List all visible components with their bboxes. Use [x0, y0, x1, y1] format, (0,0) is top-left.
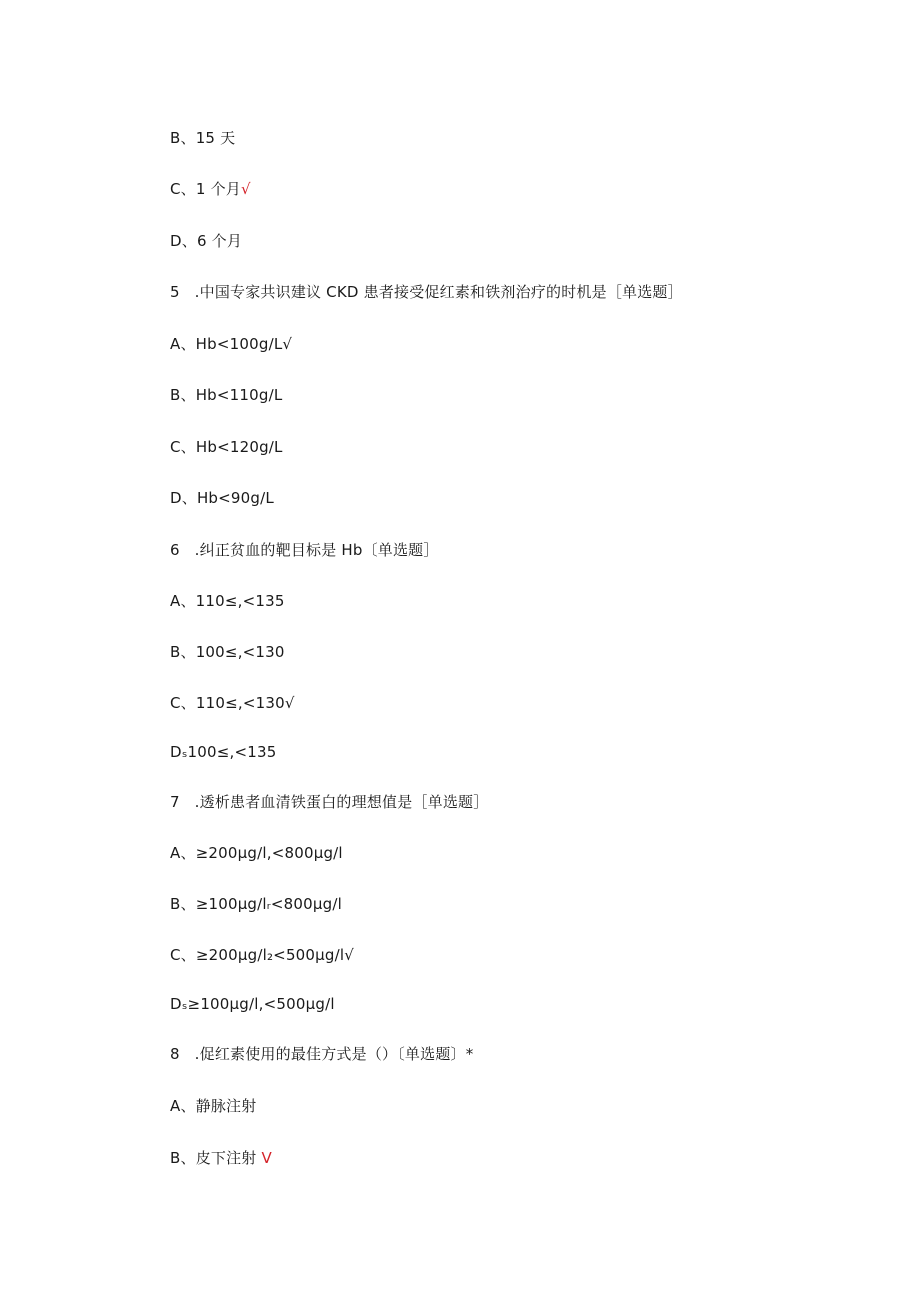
- answer-mark: V: [261, 1149, 272, 1167]
- option-line: B、≥100μg∕lᵣ<800μg∕l: [170, 895, 342, 913]
- answer-mark: √: [241, 180, 251, 198]
- option-line: C、110≤,<130√: [170, 694, 295, 712]
- option-line: A、110≤,<135: [170, 592, 285, 610]
- option-line: D、6 个月: [170, 232, 243, 250]
- option-line: B、15 天: [170, 129, 236, 147]
- option-line: B、100≤,<130: [170, 643, 285, 661]
- option-line: D、Hb<90g∕L: [170, 489, 274, 507]
- option-line: B、Hb<110g∕L: [170, 386, 283, 404]
- question-line: 6 .纠正贫血的靶目标是 Hb〔单选题］: [170, 541, 439, 559]
- question-line: 8 .促红素使用的最佳方式是（）〔单选题〕*: [170, 1045, 474, 1063]
- question-line: 5 .中国专家共识建议 CKD 患者接受促红素和铁剂治疗的时机是［单选题］: [170, 283, 683, 301]
- option-line: A、Hb<100g∕L√: [170, 335, 293, 353]
- option-line: C、Hb<120g∕L: [170, 438, 283, 456]
- question-line: 7 .透析患者血清铁蛋白的理想值是［单选题］: [170, 793, 489, 811]
- option-line: A、静脉注射: [170, 1097, 257, 1115]
- option-line: Dₛ100≤,<135: [170, 743, 277, 761]
- option-line: B、皮下注射 V: [170, 1149, 272, 1167]
- option-line: Dₛ≥100μg∕l,<500μg∕l: [170, 995, 335, 1013]
- option-line: C、≥200μg∕l₂<500μg∕l√: [170, 946, 355, 964]
- option-line: C、1 个月√: [170, 180, 251, 198]
- option-line: A、≥200μg∕l,<800μg∕l: [170, 844, 343, 862]
